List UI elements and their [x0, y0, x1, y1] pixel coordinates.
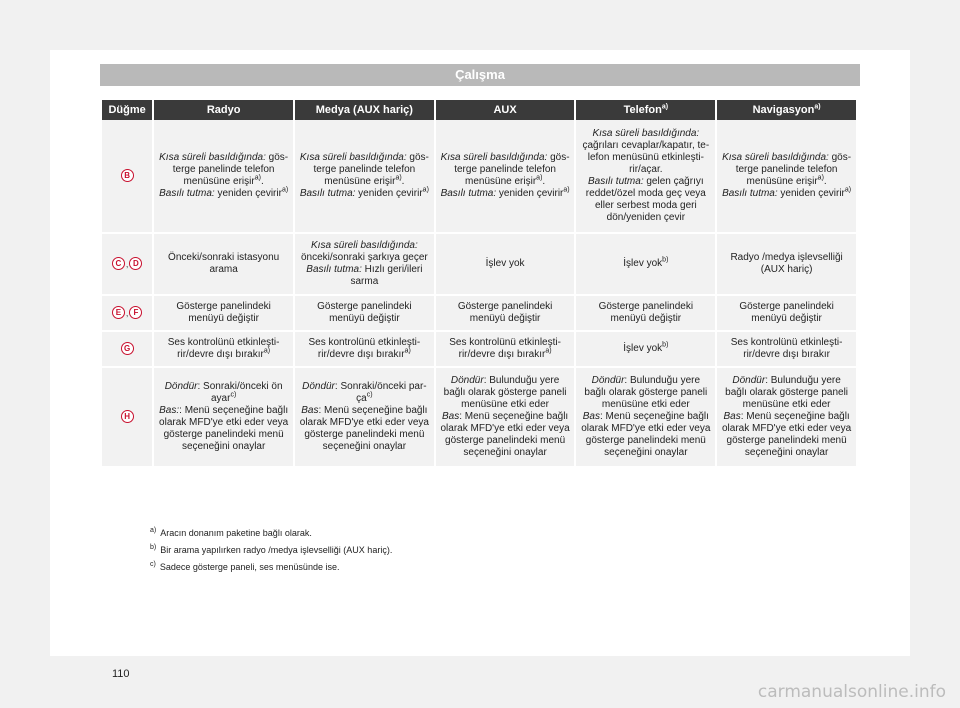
controls-table: [100, 100, 858, 468]
col-header-dugme: Düğme: [102, 100, 152, 120]
button-cell: [102, 120, 152, 234]
cell-radyo: Ses kontrolünü etkinleştirir/devre dışı bırakır$^{a)}$: [154, 332, 293, 368]
table-row: [102, 296, 856, 332]
button-cell: C , D: [102, 234, 152, 296]
cell-telefon: Gösterge panelindeki menüyü değiştir: [576, 296, 715, 332]
col-header-medya: Medya (AUX hariç): [295, 100, 434, 120]
cell-navigasyon: Gösterge panelindeki menüyü değiştir: [717, 296, 856, 332]
footnote: $^{c)}$ Sadece gösterge paneli, ses menüsünde ise.: [150, 561, 340, 572]
cell-radyo: Kısa süreli basıldığında: gösterge panelinde telefon menüsüne erişir$^{a)}$. Basılı tutma: yeniden çevirir$^{a)}$: [154, 120, 293, 234]
cell-radyo: Döndür: Sonraki/önceki ön ayar$^{c)}$ Bas:: Menü seçeneğine bağlı olarak MFD'ye etki eder veya gösterge panelindeki menü seçeneğini onaylar: [154, 368, 293, 468]
cell-telefon: İşlev yok$^{b)}$: [576, 234, 715, 296]
button-cell: E , F: [102, 296, 152, 332]
button-d-icon: D: [129, 257, 142, 270]
footnote: $^{a)}$ Aracın donanım paketine bağlı olarak.: [150, 527, 312, 538]
manual-page: [50, 50, 910, 680]
cell-telefon: Kısa süreli basıldığında: çağrıları cevaplar/kapatır, telefon menüsünü etkinleştirir/açar. Basılı tutma: gelen çağrıyı reddet/özel moda geç veya eller serbest moda geri dön/yeniden çevir: [576, 120, 715, 234]
button-g-icon: G: [121, 342, 134, 355]
button-b-icon: B: [121, 169, 134, 182]
section-title: Çalışma: [100, 64, 860, 86]
cell-medya: Ses kontrolünü etkinleştirir/devre dışı bırakır$^{a)}$: [295, 332, 434, 368]
footnotes: [150, 525, 850, 576]
cell-medya: Kısa süreli basıldığında: önceki/sonraki şarkıya geçer Basılı tutma: Hızlı geri/ileri sarma: [295, 234, 434, 296]
cell-telefon: Döndür: Bulunduğu yere bağlı olarak gösterge paneli menüsüne etki eder Bas: Menü seçeneğine bağlı olarak MFD'ye etki eder veya gösterge panelindeki menü seçeneğini onaylar: [576, 368, 715, 468]
col-header-navigasyon: Navigasyon$^{a)}$: [717, 100, 856, 120]
cell-telefon: İşlev yok$^{b)}$: [576, 332, 715, 368]
cell-aux: Döndür: Bulunduğu yere bağlı olarak gösterge paneli menüsüne etki eder Bas: Menü seçeneğine bağlı olarak MFD'ye etki eder veya gösterge panelindeki menü seçeneğini onaylar: [436, 368, 575, 468]
button-f-icon: F: [129, 306, 142, 319]
button-cell: [102, 332, 152, 368]
table-header-row: [102, 100, 856, 120]
cell-navigasyon: Ses kontrolünü etkinleştirir/devre dışı bırakır: [717, 332, 856, 368]
cell-radyo: Gösterge panelindeki menüyü değiştir: [154, 296, 293, 332]
page-number: 110: [112, 668, 130, 680]
footnote: $^{b)}$ Bir arama yapılırken radyo /medya işlevselliği (AUX hariç).: [150, 544, 393, 555]
watermark: carmanualsonline.info: [757, 682, 946, 702]
cell-medya: Gösterge panelindeki menüyü değiştir: [295, 296, 434, 332]
col-header-radyo: Radyo: [154, 100, 293, 120]
cell-aux: Ses kontrolünü etkinleştirir/devre dışı bırakır$^{a)}$: [436, 332, 575, 368]
table-row: [102, 368, 856, 468]
cell-radyo: Önceki/sonraki istasyonu arama: [154, 234, 293, 296]
cell-navigasyon: Radyo /medya işlevselliği (AUX hariç): [717, 234, 856, 296]
cell-medya: Döndür: Sonraki/önceki parça$^{c)}$ Bas: Menü seçeneğine bağlı olarak MFD'ye etki eder veya gösterge panelindeki menü seçeneğini onaylar: [295, 368, 434, 468]
cell-aux: İşlev yok: [436, 234, 575, 296]
cell-navigasyon: Kısa süreli basıldığında: gösterge panelinde telefon menüsüne erişir$^{a)}$. Basılı tutma: yeniden çevirir$^{a)}$: [717, 120, 856, 234]
cell-aux: Gösterge panelindeki menüyü değiştir: [436, 296, 575, 332]
button-e-icon: E: [112, 306, 125, 319]
col-header-telefon: Telefon$^{a)}$: [576, 100, 715, 120]
table-row: [102, 120, 856, 234]
button-cell: [102, 368, 152, 468]
col-header-aux: AUX: [436, 100, 575, 120]
cell-aux: Kısa süreli basıldığında: gösterge panelinde telefon menüsüne erişir$^{a)}$. Basılı tutma: yeniden çevirir$^{a)}$: [436, 120, 575, 234]
cell-navigasyon: Döndür: Bulunduğu yere bağlı olarak gösterge paneli menüsüne etki eder Bas: Menü seçeneğine bağlı olarak MFD'ye etki eder veya gösterge panelindeki menü seçeneğini onaylar: [717, 368, 856, 468]
cell-medya: Kısa süreli basıldığında: gösterge panelinde telefon menüsüne erişir$^{a)}$. Basılı tutma: yeniden çevirir$^{a)}$: [295, 120, 434, 234]
table-row: [102, 332, 856, 368]
table-row: [102, 234, 856, 296]
button-c-icon: C: [112, 257, 125, 270]
button-h-icon: H: [121, 410, 134, 423]
